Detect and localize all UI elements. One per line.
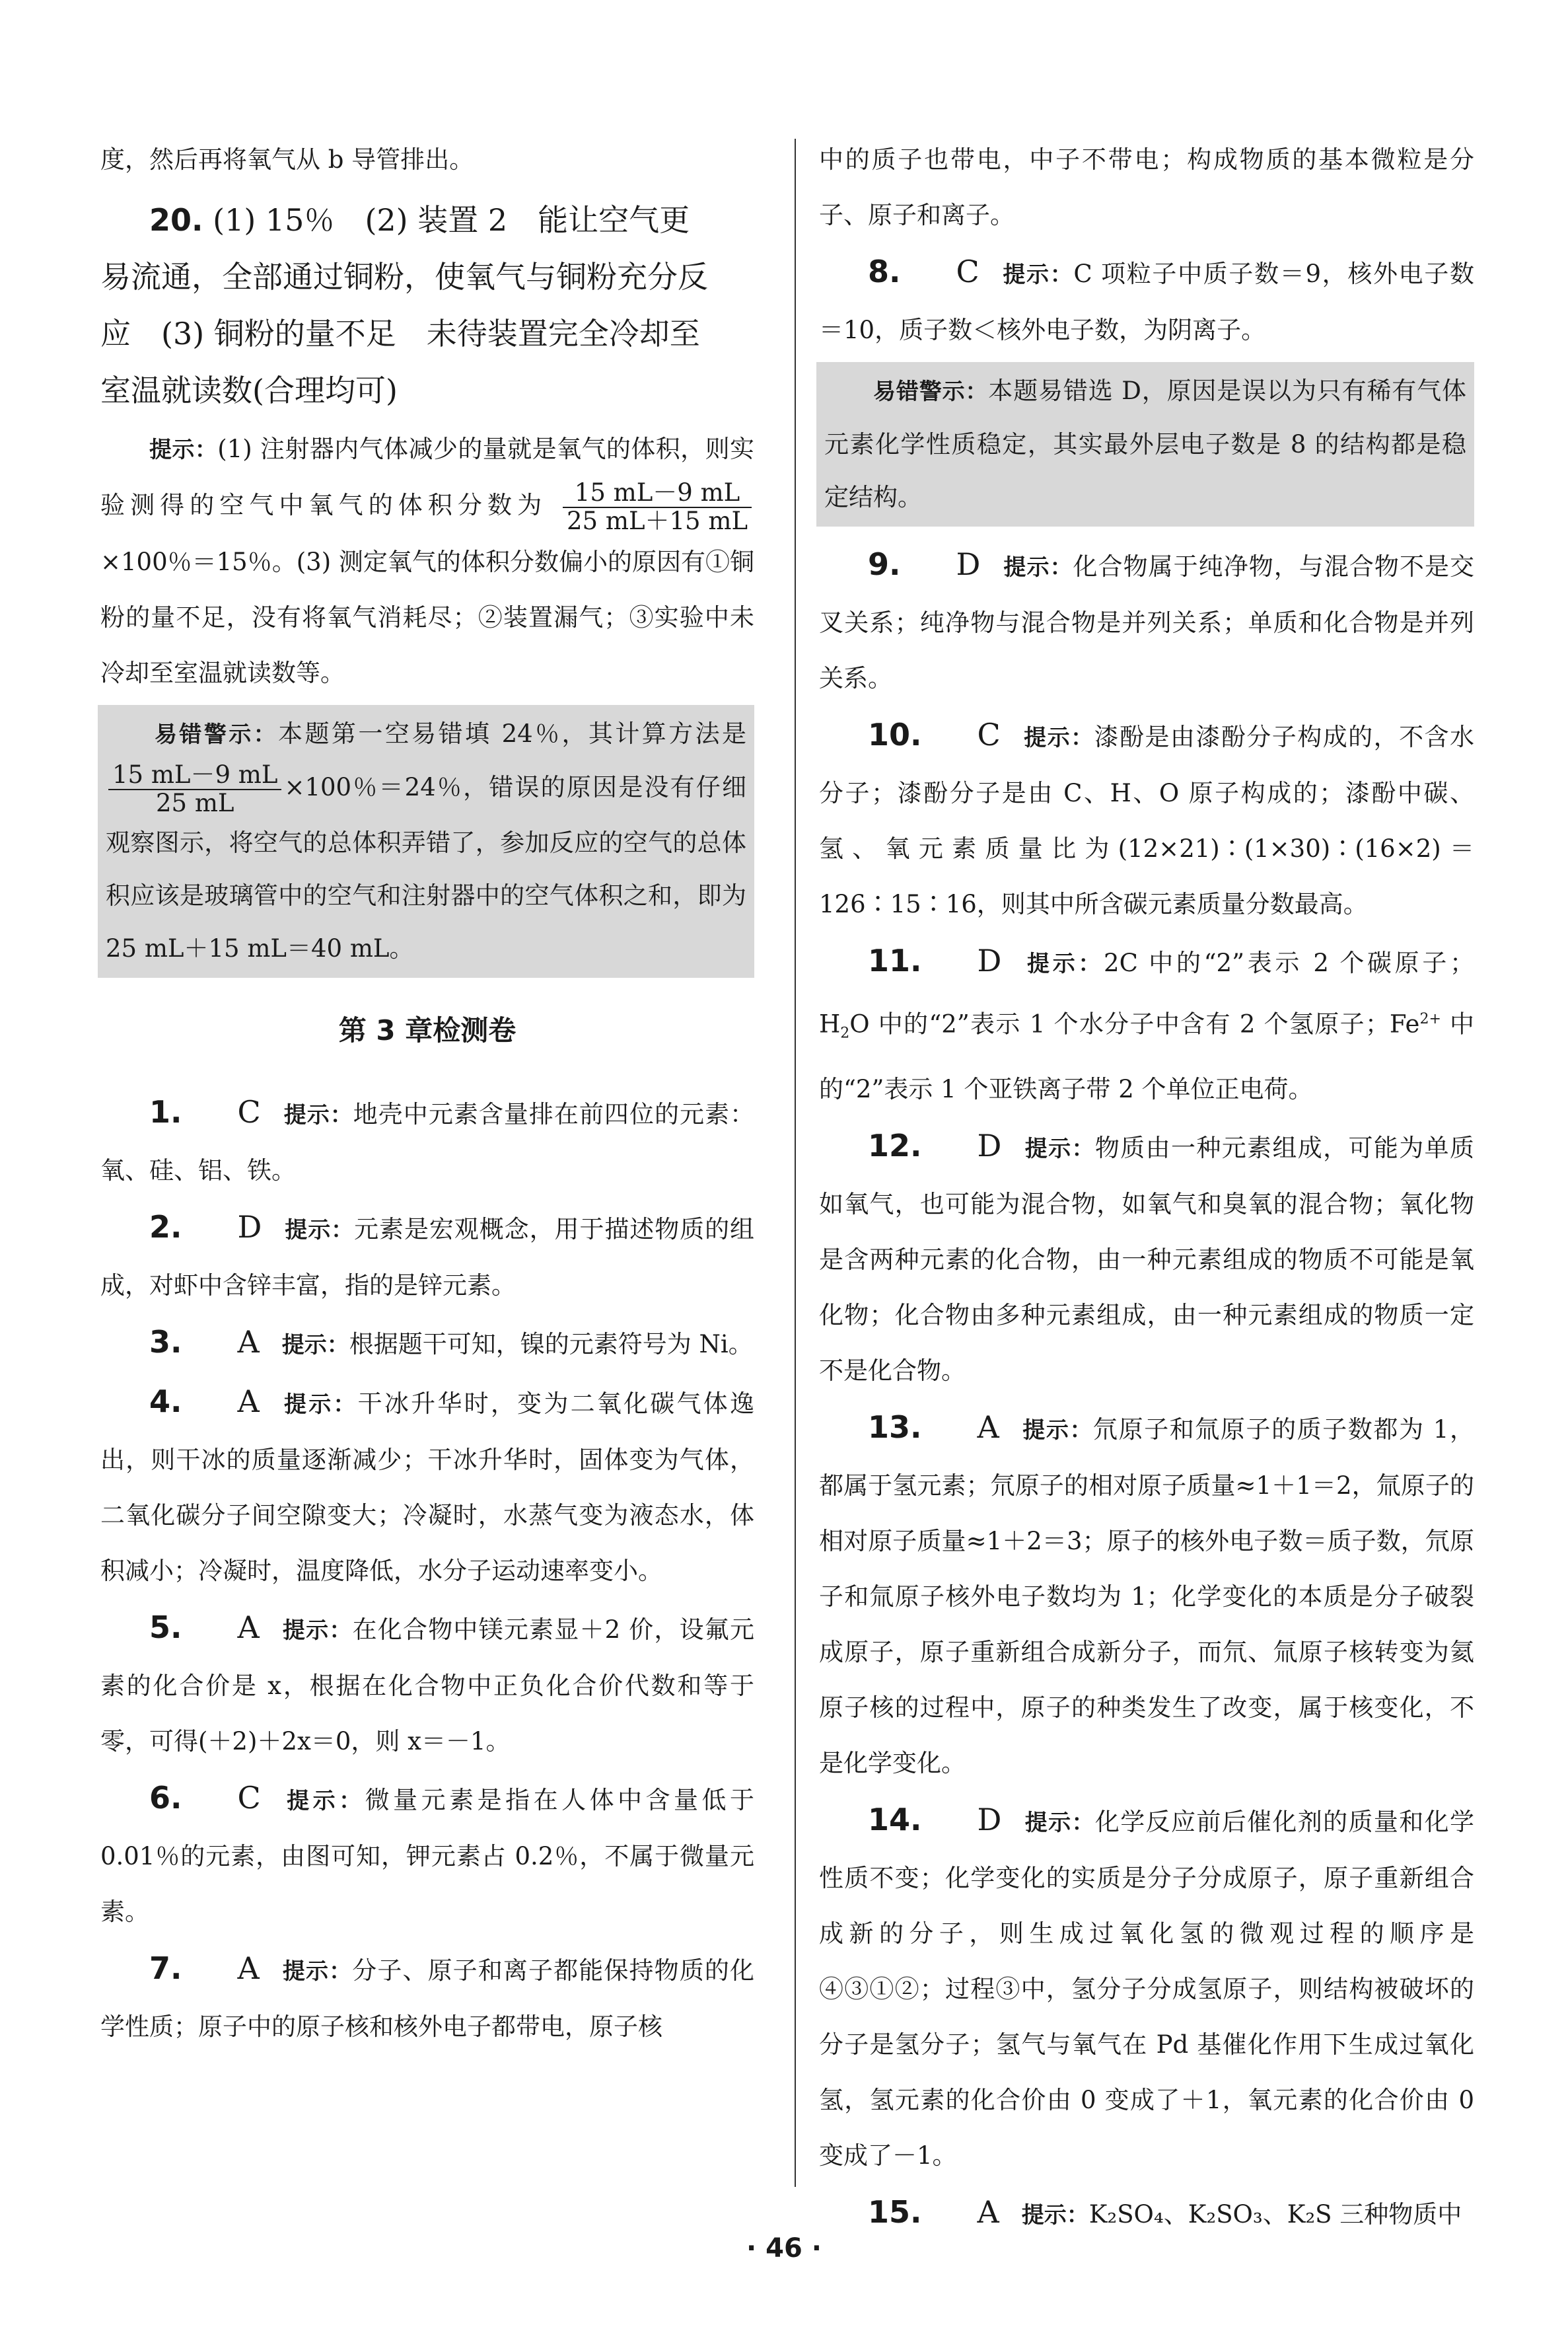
hint-label: 提示：: [149, 437, 218, 463]
answer-item: 3. A 提示：根据题干可知，镍的元素符号为 Ni。: [149, 1324, 753, 1360]
warning-label: 易错警示：: [873, 379, 989, 405]
answer-list: [100, 1084, 754, 2055]
hint-text: ×100％＝15％。(3) 测定氧气的体积分数偏小的原因有①铜粉的量不足，没有将氧气消耗尽；②装置漏气；③实验中未冷却至室温就读数等。: [100, 548, 754, 688]
answer-line: 易流通，全部通过铜粉，使氧气与铜粉充分反: [100, 259, 708, 295]
continued-text: 度，然后再将氧气从 b 导管排出。: [100, 145, 474, 174]
answer-item: 9. D 提示：化合物属于纯净物，与混合物不是交叉关系；纯净物与混合物是并列关系；单质和化合物是并列关系。: [819, 546, 1475, 692]
answer-item: 7. A 提示：分子、原子和离子都能保持物质的化学性质；原子中的原子核和核外电子都带电，原子核: [100, 1950, 755, 2042]
right-column: [819, 132, 1474, 2243]
answer-item: 1. C 提示：地壳中元素含量排在前四位的元素：氧、硅、铝、铁。: [100, 1094, 755, 1185]
fraction: $\frac{15 mL-9 mL}{25 mL}$: [108, 762, 281, 817]
answer-item: 5. A 提示：在化合物中镁元素显＋2 价，设氟元素的化合价是 x，根据在化合物中正负化合价代数和等于零，可得(＋2)＋2x＝0，则 x＝－1。: [100, 1609, 754, 1756]
chapter-title: 第 3 章检测卷: [338, 1014, 517, 1047]
answer-line: (1) 15％ (2) 装置 2 能让空气更: [213, 202, 690, 238]
answer-item: 11. D 提示：2C 中的“2”表示 2 个碳原子；$H_2O$ 中的“2”表示 1 个水分子中含有 2 个氢原子；$Fe^{2+}$ 中的“2”表示 1 个亚铁离子带 2 个单位正电荷。: [819, 943, 1475, 1103]
answer-item: 12. D 提示：物质由一种元素组成，可能为单质如氧气，也可能为混合物，如氧气和臭氧的混合物；氧化物是含两种元素的化合物，由一种元素组成的物质不可能是氧化物；化合物由多种元素组成，由一种元素组成的物质一定不是化合物。: [819, 1127, 1474, 1385]
answer-line: 应 (3) 铜粉的量不足 未待装置完全冷却至: [100, 316, 700, 351]
page-number: · 46 ·: [746, 2233, 822, 2264]
continued-text: 中的质子也带电，中子不带电；构成物质的基本微粒是分子、原子和离子。: [819, 145, 1474, 229]
answer-item: 6. C 提示：微量元素是指在人体中含量低于 0.01％的元素，由图可知，钾元素占 0.2％，不属于微量元素。: [100, 1780, 755, 1927]
fraction: $\frac{15 mL-9 mL}{25 mL+15 mL}$: [563, 480, 752, 535]
answer-item: 13. A 提示：氘原子和氚原子的质子数都为 1，都属于氢元素；氘原子的相对原子质量≈1＋1＝2，氚原子的相对原子质量≈1＋2＝3；原子的核外电子数＝质子数，氘原子和氚原子核外电子数均为 1；化学变化的本质是分子破裂成原子，原子重新组合成新分子，而氘、氚原子核转变为氦原子核的过程中，原子的种类发生了改变，属于核变化，不是化学变化。: [819, 1409, 1474, 1777]
warning-box: 易错警示：本题易错选 D，原因是误以为只有稀有气体元素化学性质稳定，其实最外层电子数是 8 的结构都是稳定结构。: [816, 362, 1474, 527]
answer-item: 14. D 提示：化学反应前后催化剂的质量和化学性质不变；化学变化的实质是分子分成原子，原子重新组合成新的分子，则生成过氧化氢的微观过程的顺序是④③①②；过程③中，氢分子分成氢原子，则结构被破坏的分子是氢分子；氢气与氧气在 Pd 基催化作用下生成过氧化氢，氢元素的化合价由 0 变成了＋1，氧元素的化合价由 0 变成了－1。: [819, 1801, 1474, 2170]
answer-item: 8. C 提示：C 项粒子中质子数＝9，核外电子数＝10，质子数＜核外电子数，为阴离子。: [819, 254, 1474, 344]
warning-label: 易错警示：: [155, 721, 279, 749]
answer-item: 15. A 提示：K₂SO₄、K₂SO₃、K₂S 三种物质中: [868, 2194, 1462, 2230]
hint-text: (1) 注射器内气体减少的量就是氧气的体积，则实验测得的空气中氧气的体积分数为: [100, 435, 755, 519]
answer-line: 室温就读数(合理均可): [100, 373, 398, 408]
answer-item: 10. C 提示：漆酚是由漆酚分子构成的，不含水分子；漆酚分子是由 C、H、O 原子构成的；漆酚中碳、氢、氧元素质量比为(12×21)∶(1×30)∶(16×2)＝126∶15∶16，则其中所含碳元素质量分数最高。: [819, 717, 1474, 918]
left-column: [100, 132, 754, 2055]
answer-item: 2. D 提示：元素是宏观概念，用于描述物质的组成，对虾中含锌丰富，指的是锌元素。: [100, 1209, 755, 1300]
question-20: [100, 192, 754, 978]
question-number: 20.: [149, 202, 203, 238]
column-divider: [795, 139, 796, 2187]
warning-box: 易错警示：本题第一空易错填 24％，其计算方法是 $\frac{15 mL-9 mL}{25 mL}$ ×100％＝24％，错误的原因是没有仔细观察图示，将空气的总体积弄错了，参加反应的空气的总体积应该是玻璃管中的空气和注射器中的空气体积之和，即为 25 mL＋15 mL＝40 mL。: [98, 705, 754, 978]
answer-item: 4. A 提示：干冰升华时，变为二氧化碳气体逸出，则干冰的质量逐渐减少；干冰升华时，固体变为气体，二氧化碳分子间空隙变大；冷凝时，水蒸气变为液态水，体积减小；冷凝时，温度降低，水分子运动速率变小。: [100, 1384, 755, 1586]
